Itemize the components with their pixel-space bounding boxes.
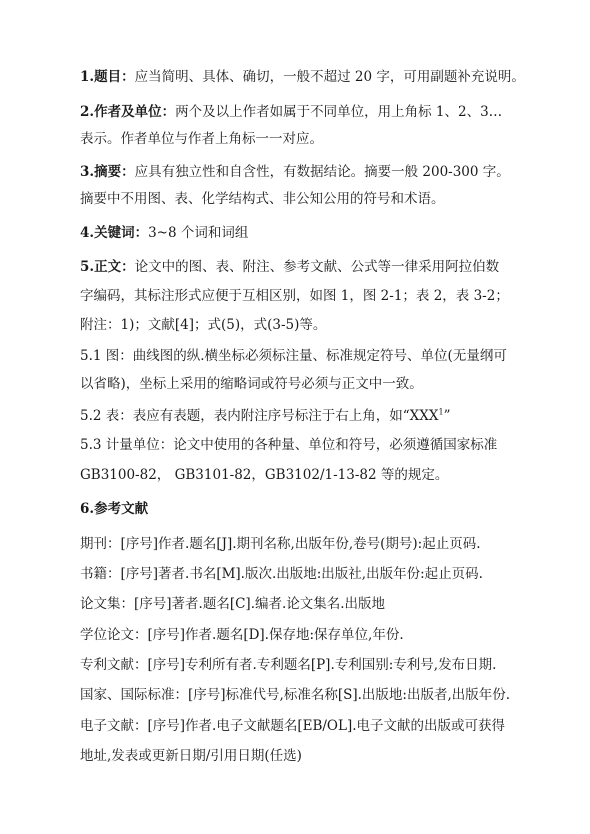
reference-format-thesis: 学位论文：[序号]作者.题名[D].保存地:保存单位,年份. <box>80 627 404 643</box>
section-text: 5.2 表：表应有表题，表内附注序号标注于右上角，如“XXX <box>80 408 439 424</box>
section-text: 应当简明、具体、确切，一般不超过 20 字，可用副题补充说明。 <box>134 69 525 85</box>
section-heading: 5.正文： <box>80 259 135 275</box>
section-text-continued: 表示。作者单位与作者上角标一一对应。 <box>80 131 323 147</box>
reference-format-journal: 期刊：[序号]作者.题名[J].期刊名称,出版年份,卷号(期号):起止页码. <box>80 536 481 552</box>
section-author-affiliation <box>80 103 530 121</box>
subsection-tables <box>80 407 530 425</box>
reference-format-patent: 专利文献：[序号]专利所有者.专利题名[P].专利国别:专利号,发布日期. <box>80 657 497 673</box>
section-keywords <box>80 224 530 242</box>
section-heading: 3.摘要： <box>80 164 135 180</box>
subsection-units: 5.3 计量单位：论文中使用的各种量、单位和符号，必须遵循国家标准 <box>80 437 498 453</box>
section-references-heading: 6.参考文献 <box>80 501 149 517</box>
section-text-continued: GB3100-82， GB3101-82，GB3102/1-13-82 等的规定。 <box>80 467 449 483</box>
section-text-continued: 摘要中不用图、表、化学结构式、非公知公用的符号和术语。 <box>80 191 445 207</box>
section-title-requirements <box>80 68 530 86</box>
section-text-continued: 附注：1)；文献[4]；式(5)，式(3-5)等。 <box>80 317 327 333</box>
superscript-mark: 1 <box>438 407 444 417</box>
reference-format-electronic: 电子文献：[序号]作者.电子文献题名[EB/OL].电子文献的出版或可获得 <box>80 718 506 734</box>
section-text-continued: 以省略)，坐标上采用的缩略词或符号必须与正文中一致。 <box>80 376 423 392</box>
section-body-text <box>80 258 530 276</box>
section-heading: 1.题目： <box>80 69 135 85</box>
section-text-continued: 地址,发表或更新日期/引用日期(任选) <box>80 748 302 764</box>
section-text-continued: 字编码，其标注形式应便于互相区别，如图 1，图 2-1；表 2，表 3-2； <box>80 288 509 304</box>
section-heading: 4.关键词： <box>80 225 149 241</box>
section-text: 应具有独立性和自含性，有数据结论。摘要一般 200-300 字。 <box>134 164 510 180</box>
reference-format-book: 书籍：[序号]著者.书名[M].版次.出版地:出版社,出版年份:起止页码. <box>80 566 483 582</box>
closing-quote: ” <box>443 408 451 424</box>
reference-format-standard: 国家、国际标准：[序号]标准代号,标准名称[S].出版地:出版者,出版年份. <box>80 687 511 703</box>
section-abstract <box>80 163 530 181</box>
section-text: 3~8 个词和词组 <box>148 225 249 241</box>
section-text: 两个及以上作者如属于不同单位，用上角标 1、2、3… <box>175 104 503 120</box>
subsection-figures: 5.1 图：曲线图的纵.横坐标必须标注量、标准规定符号、单位(无量纲可 <box>80 348 507 364</box>
reference-format-proceedings: 论文集：[序号]著者.题名[C].编者.论文集名.出版地 <box>80 596 386 612</box>
section-text: 论文中的图、表、附注、参考文献、公式等一律采用阿拉伯数 <box>134 259 500 275</box>
section-heading: 2.作者及单位： <box>80 104 176 120</box>
